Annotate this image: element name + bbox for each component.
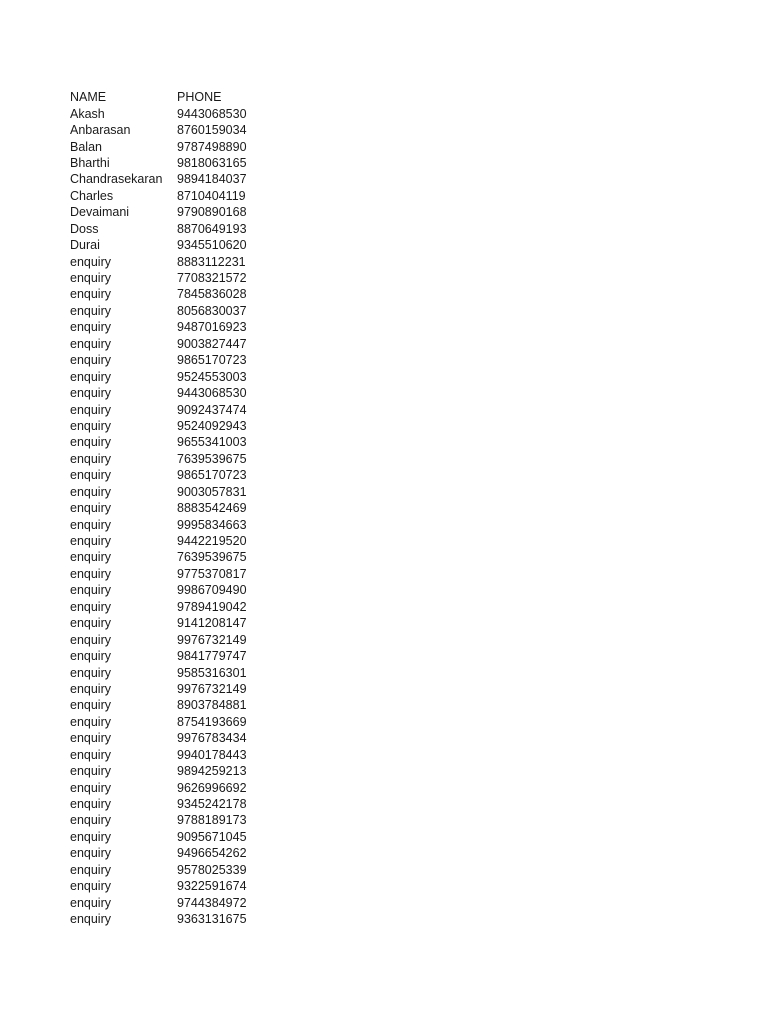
contacts-table — [70, 89, 277, 927]
contact-name-cell: enquiry — [70, 764, 111, 779]
table-row — [70, 434, 277, 450]
contact-name-cell: enquiry — [70, 402, 111, 417]
table-row — [70, 188, 277, 204]
table-row — [70, 451, 277, 467]
table-row — [70, 401, 277, 417]
table-header — [70, 89, 277, 105]
table-row — [70, 599, 277, 615]
table-row — [70, 566, 277, 582]
table-row — [70, 253, 277, 269]
phone-number-cell: 9524553003 — [177, 369, 247, 384]
table-row — [70, 221, 277, 237]
phone-number-cell: 9894259213 — [177, 764, 247, 779]
phone-number-cell: 9940178443 — [177, 747, 247, 762]
contact-name-cell: enquiry — [70, 566, 111, 581]
table-row — [70, 533, 277, 549]
table-row — [70, 418, 277, 434]
phone-number-cell: 9322591674 — [177, 879, 247, 894]
contact-name-cell: Devaimani — [70, 205, 130, 220]
phone-number-cell: 9585316301 — [177, 665, 247, 680]
phone-number-cell: 9363131675 — [177, 912, 247, 927]
contact-name-cell: enquiry — [70, 912, 111, 927]
contact-name-cell: enquiry — [70, 418, 111, 433]
contact-name-cell: enquiry — [70, 797, 111, 812]
phone-number-cell: 9003057831 — [177, 484, 247, 499]
table-row — [70, 352, 277, 368]
phone-number-cell: 8760159034 — [177, 123, 247, 138]
phone-number-cell: 9995834663 — [177, 517, 247, 532]
table-row — [70, 155, 277, 171]
table-row — [70, 747, 277, 763]
table-row — [70, 911, 277, 927]
phone-number-cell: 7639539675 — [177, 550, 247, 565]
contact-name-cell: enquiry — [70, 829, 111, 844]
name-column-header: NAME — [70, 90, 107, 105]
phone-number-cell: 9141208147 — [177, 616, 247, 631]
table-row — [70, 714, 277, 730]
contact-name-cell: Durai — [70, 238, 100, 253]
phone-number-cell: 9092437474 — [177, 402, 247, 417]
table-row — [70, 385, 277, 401]
phone-number-cell: 9818063165 — [177, 155, 247, 170]
phone-number-cell: 9865170723 — [177, 353, 247, 368]
table-row — [70, 286, 277, 302]
phone-number-cell: 9841779747 — [177, 649, 247, 664]
phone-number-cell: 9789419042 — [177, 599, 247, 614]
contact-name-cell: enquiry — [70, 303, 111, 318]
contact-name-cell: Charles — [70, 188, 114, 203]
header-row — [70, 89, 277, 105]
phone-number-cell: 8870649193 — [177, 221, 247, 236]
phone-number-cell: 9095671045 — [177, 829, 247, 844]
table-row — [70, 105, 277, 121]
phone-number-cell: 9443068530 — [177, 386, 247, 401]
table-row — [70, 270, 277, 286]
phone-number-cell: 8710404119 — [177, 188, 246, 203]
phone-number-cell: 8754193669 — [177, 714, 247, 729]
contact-name-cell: enquiry — [70, 534, 111, 549]
contact-name-cell: enquiry — [70, 616, 111, 631]
contact-name-cell: enquiry — [70, 320, 111, 335]
contact-name-cell: enquiry — [70, 451, 111, 466]
phone-number-cell: 9655341003 — [177, 435, 247, 450]
contact-name-cell: enquiry — [70, 665, 111, 680]
contact-name-cell: Doss — [70, 221, 99, 236]
contact-name-cell: Bharthi — [70, 155, 110, 170]
table-row — [70, 204, 277, 220]
contact-name-cell: enquiry — [70, 517, 111, 532]
phone-number-cell: 9487016923 — [177, 320, 247, 335]
table-row — [70, 336, 277, 352]
phone-number-cell: 9986709490 — [177, 583, 247, 598]
table-row — [70, 138, 277, 154]
phone-number-cell: 9443068530 — [177, 106, 247, 121]
contact-name-cell: enquiry — [70, 484, 111, 499]
table-row — [70, 484, 277, 500]
contact-name-cell: enquiry — [70, 386, 111, 401]
contact-name-cell: enquiry — [70, 435, 111, 450]
contact-name-cell: enquiry — [70, 369, 111, 384]
contact-name-cell: Chandrasekaran — [70, 172, 163, 187]
contact-name-cell: enquiry — [70, 747, 111, 762]
phone-number-cell: 9496654262 — [177, 846, 247, 861]
contact-name-cell: enquiry — [70, 632, 111, 647]
phone-number-cell: 7845836028 — [177, 287, 247, 302]
phone-number-cell: 9976783434 — [177, 731, 247, 746]
phone-number-cell: 9787498890 — [177, 139, 247, 154]
contact-name-cell: enquiry — [70, 813, 111, 828]
phone-number-cell: 9524092943 — [177, 418, 247, 433]
table-row — [70, 467, 277, 483]
phone-number-cell: 8883542469 — [177, 501, 247, 516]
phone-number-cell: 9790890168 — [177, 205, 247, 220]
contact-name-cell: enquiry — [70, 649, 111, 664]
table-row — [70, 516, 277, 532]
table-row — [70, 615, 277, 631]
phone-number-cell: 9788189173 — [177, 813, 247, 828]
table-row — [70, 368, 277, 384]
contact-name-cell: enquiry — [70, 254, 111, 269]
table-row — [70, 829, 277, 845]
phone-number-cell: 8056830037 — [177, 303, 247, 318]
table-row — [70, 796, 277, 812]
table-row — [70, 697, 277, 713]
contact-name-cell: enquiry — [70, 895, 111, 910]
phone-number-cell: 9744384972 — [177, 895, 247, 910]
contact-name-cell: enquiry — [70, 353, 111, 368]
phone-number-cell: 9345242178 — [177, 797, 247, 812]
phone-number-cell: 9003827447 — [177, 336, 247, 351]
phone-number-cell: 9578025339 — [177, 862, 247, 877]
contact-name-cell: enquiry — [70, 550, 111, 565]
contact-name-cell: enquiry — [70, 780, 111, 795]
phone-number-cell: 9775370817 — [177, 566, 247, 581]
table-row — [70, 812, 277, 828]
table-row — [70, 730, 277, 746]
table-row — [70, 878, 277, 894]
contact-name-cell: enquiry — [70, 681, 111, 696]
table-row — [70, 171, 277, 187]
contact-name-cell: enquiry — [70, 731, 111, 746]
phone-number-cell: 9626996692 — [177, 780, 247, 795]
contact-name-cell: enquiry — [70, 879, 111, 894]
table-row — [70, 500, 277, 516]
table-row — [70, 779, 277, 795]
phone-column-header: PHONE — [177, 90, 222, 105]
contact-name-cell: Balan — [70, 139, 102, 154]
table-row — [70, 763, 277, 779]
phone-number-cell: 7639539675 — [177, 451, 247, 466]
table-body — [70, 105, 277, 927]
table-row — [70, 648, 277, 664]
table-row — [70, 549, 277, 565]
contact-name-cell: Akash — [70, 106, 105, 121]
contact-name-cell: enquiry — [70, 468, 111, 483]
table-row — [70, 122, 277, 138]
contact-name-cell: enquiry — [70, 501, 111, 516]
table-row — [70, 845, 277, 861]
table-row — [70, 862, 277, 878]
phone-number-cell: 9894184037 — [177, 172, 247, 187]
contact-name-cell: enquiry — [70, 862, 111, 877]
phone-number-cell: 8903784881 — [177, 698, 247, 713]
contact-name-cell: Anbarasan — [70, 123, 131, 138]
contact-name-cell: enquiry — [70, 287, 111, 302]
contact-name-cell: enquiry — [70, 583, 111, 598]
contact-name-cell: enquiry — [70, 698, 111, 713]
contact-name-cell: enquiry — [70, 271, 111, 286]
table-row — [70, 582, 277, 598]
table-row — [70, 894, 277, 910]
contact-name-cell: enquiry — [70, 714, 111, 729]
table-row — [70, 237, 277, 253]
table-row — [70, 303, 277, 319]
table-row — [70, 319, 277, 335]
contact-name-cell: enquiry — [70, 599, 111, 614]
table-row — [70, 631, 277, 647]
phone-number-cell: 9976732149 — [177, 632, 247, 647]
phone-number-cell: 8883112231 — [177, 254, 246, 269]
table-row — [70, 681, 277, 697]
phone-number-cell: 9976732149 — [177, 681, 247, 696]
phone-number-cell: 7708321572 — [177, 271, 247, 286]
contact-name-cell: enquiry — [70, 336, 111, 351]
phone-number-cell: 9865170723 — [177, 468, 247, 483]
phone-number-cell: 9345510620 — [177, 238, 247, 253]
contact-name-cell: enquiry — [70, 846, 111, 861]
table-row — [70, 664, 277, 680]
phone-number-cell: 9442219520 — [177, 534, 247, 549]
